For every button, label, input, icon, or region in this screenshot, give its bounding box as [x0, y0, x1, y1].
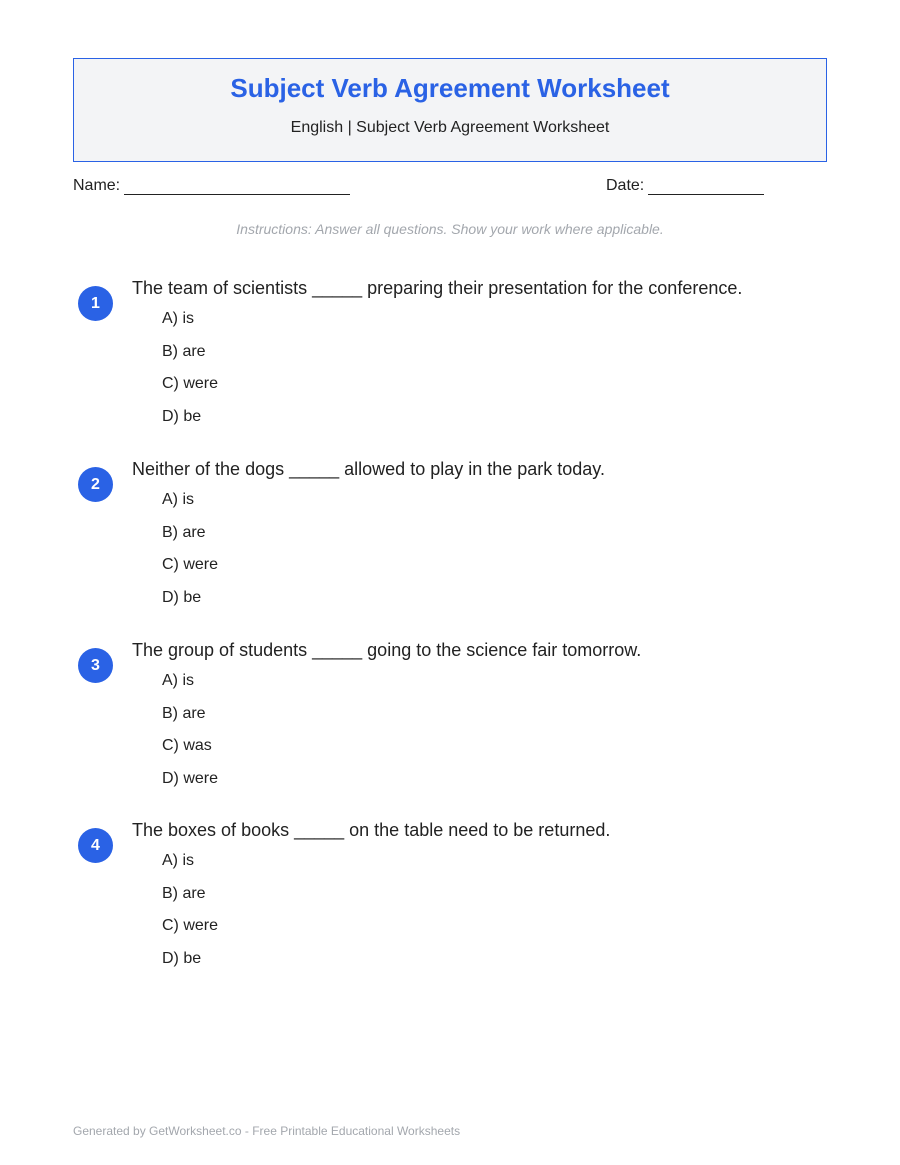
option-a: A) is [162, 672, 194, 689]
question-text: Neither of the dogs _____ allowed to play in the park today. [132, 459, 605, 479]
header-box [73, 58, 827, 162]
option-d: D) be [162, 407, 202, 425]
option-d: D) be [162, 949, 202, 967]
footer-credit: Generated by GetWorksheet.co - Free Printable Educational Worksheets [73, 1124, 461, 1138]
option-d: D) were [162, 769, 219, 787]
option-a: A) is [162, 491, 194, 508]
option-b: B) are [162, 884, 206, 902]
answer-options [162, 309, 218, 439]
date-label: Date: [606, 177, 645, 194]
option-d: D) be [162, 588, 202, 606]
question-number-badge: 2 [78, 467, 113, 502]
question-number-badge: 1 [78, 286, 113, 321]
date-field [606, 177, 764, 195]
name-field [73, 177, 350, 195]
question-number-badge: 4 [78, 828, 113, 863]
instructions-text: Instructions: Answer all questions. Show your work where applicable. [236, 221, 664, 237]
option-c: C) were [162, 375, 219, 392]
worksheet-subtitle: English | Subject Verb Agreement Worksheet [290, 119, 610, 136]
date-blank-line[interactable] [648, 179, 764, 195]
question-text: The team of scientists _____ preparing their presentation for the conference. [132, 278, 743, 298]
option-a: A) is [162, 852, 194, 869]
option-a: A) is [162, 310, 194, 327]
option-c: C) were [162, 556, 219, 573]
answer-options [162, 671, 218, 801]
option-b: B) are [162, 704, 206, 722]
option-c: C) were [162, 917, 219, 934]
option-b: B) are [162, 342, 206, 360]
answer-options [162, 851, 218, 981]
question-text: The boxes of books _____ on the table need to be returned. [132, 820, 611, 840]
question-number-badge: 3 [78, 648, 113, 683]
answer-options [162, 490, 218, 620]
option-b: B) are [162, 523, 206, 541]
worksheet-title: Subject Verb Agreement Worksheet [230, 73, 670, 103]
option-c: C) was [162, 737, 212, 754]
question-text: The group of students _____ going to the science fair tomorrow. [132, 640, 642, 660]
name-blank-line[interactable] [124, 179, 350, 195]
name-label: Name: [73, 177, 121, 194]
